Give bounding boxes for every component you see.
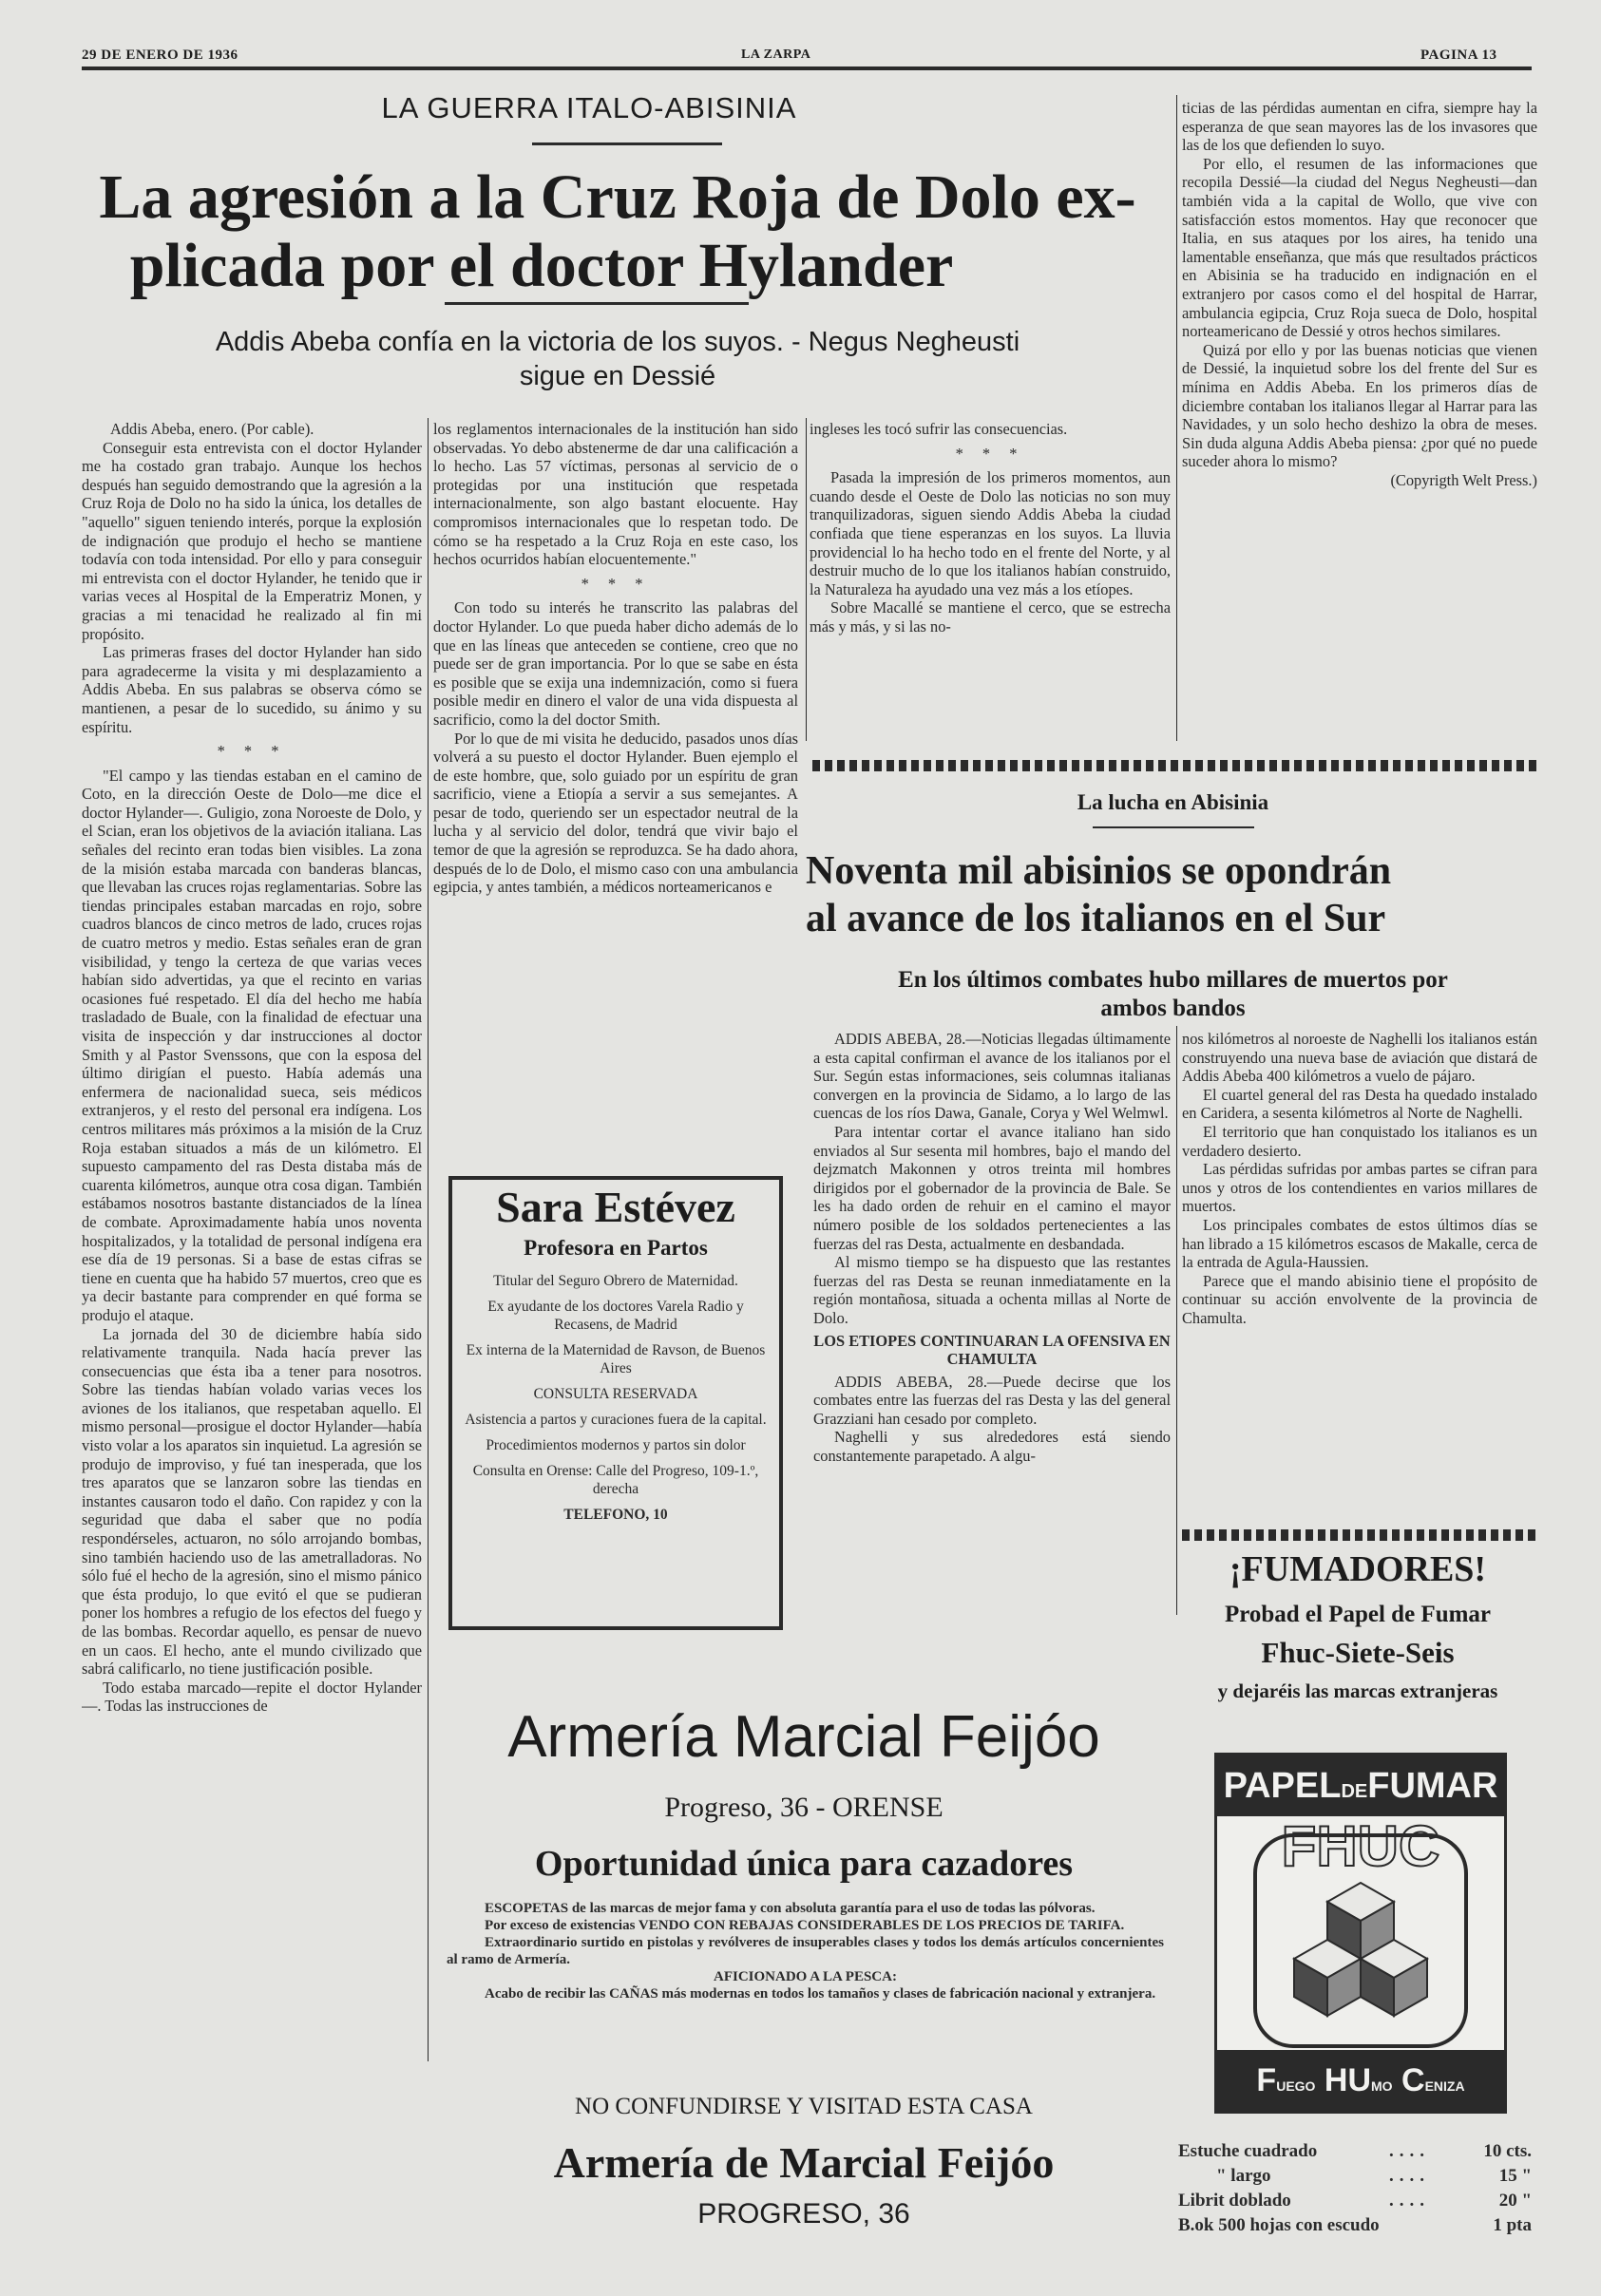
ad-line: Consulta en Orense: Calle del Progreso, 109-1.º, derecha xyxy=(472,1463,759,1497)
ad-sara-name: Sara Estévez xyxy=(496,1183,735,1231)
paragraph: ADDIS ABEBA, 28.—Puede decirse que los combates entre las fuerzas del ras Desta y las del general Grazziani han cesado por completo. xyxy=(813,1372,1171,1428)
paragraph: La jornada del 30 de diciembre había sido relativamente tranquila. Nada hacía prever las consecuencias que ésta iba a tener para nosotros. Sobre las tiendas habían volado varias veces los aviones de los italianos, que respetaban aquello. El mismo personal—prosigue el doctor Hylander—había visto volar a los aparatos sin inquietud. La agresión se produjo de improviso, y fué tan inesperada, que los tres aparatos que se lanzaron sobre las tiendas en instantes causaron todo el daño. Con rapidez y con la seguridad que daba el saber que no podía respondérseles, actuaron, no sólo arrojando bombas, sino también haciendo uso de las ametralladoras. No sólo fué el hecho de la agresión, sino el mismo pánico que ésta produjo, lo que evitó el que se pudieran poner los hombres a refugio de los efectos del fuego y de las bombas. Recordar aquello, es pensar de nuevo en un caos. El hecho, ante el mundo civilizado que sabrá calificarlo, no tiene justificación posible. xyxy=(82,1324,422,1679)
ad-line: Titular del Seguro Obrero de Maternidad. xyxy=(493,1273,738,1289)
second-kicker-rule xyxy=(1093,826,1254,828)
paragraph: Sobre Macallé se mantiene el cerco, que se estrecha más y más, y si las no- xyxy=(810,598,1171,636)
ad-line: Ex ayudante de los doctores Varela Radio y Recasens, de Madrid xyxy=(487,1299,744,1333)
separator-stars: * * * xyxy=(955,444,1025,463)
header-date: 29 DE ENERO DE 1936 xyxy=(82,47,238,63)
ad-fumadores-title: ¡FUMADORES! xyxy=(1229,1549,1487,1589)
header-page: PAGINA 13 xyxy=(1420,47,1497,63)
paragraph: Las pérdidas sufridas por ambas partes se cifran para unos y otros de los contendientes en varios millares de muertos. xyxy=(1182,1160,1537,1216)
ad-line: CONSULTA RESERVADA xyxy=(533,1386,698,1402)
ad-armeria-address: Progreso, 36 - ORENSE xyxy=(664,1792,943,1823)
second-column-b xyxy=(1182,1030,1537,1524)
separator-stars: * * * xyxy=(217,742,287,761)
logo-band-top: PAPELDEFUMAR xyxy=(1217,1755,1504,1816)
ad-sara-estevez xyxy=(448,1176,783,1630)
ad-line: Por exceso de existencias VENDO CON REBAJAS CONSIDERABLES DE LOS PRECIOS DE TARIFA. xyxy=(485,1918,1125,1933)
ad-line: AFICIONADO A LA PESCA: xyxy=(714,1969,897,1984)
copyright-credit: (Copyrigth Welt Press.) xyxy=(1390,470,1537,489)
price-value: 20 " xyxy=(1498,2191,1532,2211)
second-headline-1: Noventa mil abisinios se opondrán xyxy=(806,849,1392,893)
ad-line: Procedimientos modernos y partos sin dolor xyxy=(486,1437,746,1453)
price-row xyxy=(1178,2166,1532,2191)
paragraph: Pasada la impresión de los primeros momentos, aun cuando desde el Oeste de Dolo las noticias no son muy tranquilizadoras, siguen siendo Addis Abeba la ciudad confiada que tiene esperanzas en los suyos. La lluvia providencial lo ha hecho todo en el frente del Norte, y al destruir mucho de lo que los italianos habían construido, la Naturaleza ha ayudado una vez más a los etíopes. xyxy=(810,468,1171,598)
paragraph: ticias de las pérdidas aumentan en cifra, siempre hay la esperanza de que sean mayores las de los invasores que las de los que defienden lo suyo. xyxy=(1182,99,1537,155)
paragraph: El territorio que han conquistado los italianos es un verdadero desierto. xyxy=(1182,1122,1537,1160)
paragraph: Todo estaba marcado—repite el doctor Hylander—. Todas las instrucciones de xyxy=(82,1678,422,1716)
main-column-4 xyxy=(1182,99,1537,745)
main-subhead-2: sigue en Dessié xyxy=(519,361,716,391)
ad-line: Asistencia a partos y curaciones fuera de la capital. xyxy=(465,1412,767,1428)
subheading: LOS ETIOPES CONTINUARAN LA OFENSIVA EN CHAMULTA xyxy=(813,1331,1171,1369)
dateline: Addis Abeba, enero. (Por cable). xyxy=(110,420,314,438)
paragraph: Por ello, el resumen de las informaciones que recopila Dessié—la ciudad del Negus Negheusti—dan también vida a la capital de Wollo, que vive con satisfacción estos momentos. Hay que reconocer que Italia, en sus ataques por los aires, ha tenido una lamentable enseñanza, que más que resultados prácticos en Abisinia se ha traducido en indignación en el extranjero por casos como el del hospital de Harrar, ambulancia egipcia, Cruz Roja sueca de Dolo, hospital norteamericano de Dessié y otros hechos similares. xyxy=(1182,154,1537,341)
headline-rule xyxy=(445,302,749,305)
price-label: Estuche cuadrado xyxy=(1178,2141,1318,2161)
main-column-3 xyxy=(810,420,1171,733)
ad-armeria-name: Armería Marcial Feijóo xyxy=(507,1704,1100,1770)
price-dots: .... xyxy=(1389,2141,1430,2161)
paragraph: Conseguir esta entrevista con el doctor Hylander me ha costado gran trabajo. Aunque los hechos después han seguido demostrando que la agresión a la Cruz Roja de Dolo no ha sido la única, los detalles de "aquello" siguen teniendo interés, porque la explosión de indignación que produjo el hecho se mantiene todavía con toda intensidad. Por ello y para conseguir mi entrevista con el doctor Hylander, he tenido que ir varias veces al Hospital de la Emperatriz Monen, y gracias a mi tenacidad he realizado al fin mi propósito. xyxy=(82,438,422,643)
main-kicker: LA GUERRA ITALO-ABISINIA xyxy=(381,91,797,124)
main-subhead-1: Addis Abeba confía en la victoria de los suyos. - Negus Negheusti xyxy=(215,327,1020,357)
paragraph: Al mismo tiempo se ha dispuesto que las restantes fuerzas del ras Desta se reunan inmediatamente en la región montañosa, situada a ochenta millas al Norte de Dolo. xyxy=(813,1253,1171,1327)
paragraph: "El campo y las tiendas estaban en el camino de Coto, en la dirección Oeste de Dolo—me dice el doctor Hylander—. Guligio, zona Noroeste de Dolo, y el Scian, eran los objetivos de la aviación italiana. Las señales del recinto eran todas bien visibles. La zona de la misión estaba marcada con banderas blancas, que llevaban las cruces rojas reglamentarias. Sobre las tiendas principales estaban marcadas en rojo, sobre cuadros blancos de cinco metros de lado, cruces rojas de cuatro metros y medio. Estas señales eran de gran visibilidad, y tengo la certeza de que varias veces habían sido advertidas, ya que el recinto en varias ocasiones fué respetado. El día del hecho me había trasladado de Buale, con la finalidad de efectuar una visita de inspección y dar instrucciones al doctor Smith y al Pastor Svenssons, que con la esposa del último dirigían el puesto. Había además una enfermera de nacionalidad sueca, seis médicos extranjeros, y el resto del personal era indígena. Los centros militares más próximos a la misión de la Cruz Roja estaban situados a más de un kilómetro. El supuesto campamento del ras Desta distaba más de cuarenta kilómetros, aunque otra cosa digan. También estábamos nosotros bastante distanciados de la línea de combate. Aproximadamente había unos noventa hospitalizados, y la totalidad de personal indígena era ese día de 19 personas. Si a base de estas cifras se tiene en cuenta que ha habido 57 muertos, creo que es ya decir bastante para comprender en qué forma se produjo el ataque. xyxy=(82,766,422,1324)
bottom-divider xyxy=(1182,1529,1537,1541)
price-row xyxy=(1178,2215,1532,2240)
col-rule-4 xyxy=(1176,1026,1177,1615)
price-label: B.ok 500 hojas con escudo xyxy=(1178,2215,1380,2235)
price-row xyxy=(1178,2191,1532,2215)
col-rule-1 xyxy=(428,418,429,2061)
paragraph: Con todo su interés he transcrito las palabras del doctor Hylander. Lo que pueda haber dicho además de lo que en las líneas que anteceden se contiene, creo que no puede ser de gran importancia. Por lo que se sabe en ésta es posible que se exija una indemnización, como si fuera posible medir en dinero el valor de una vida dispuesta al sacrificio, como la del doctor Smith. xyxy=(433,598,798,729)
paragraph: Parece que el mando abisinio tiene el propósito de continuar su acción envolvente de la provincia de Chamulta. xyxy=(1182,1271,1537,1327)
paragraph: Para intentar cortar el avance italiano han sido enviados al Sur sesenta mil hombres, bajo el mando del dejzmatch Makonnen y otros treinta mil hombres dirigidos por el gobernador de la provincia de Bale. Se les ha dado orden de rehuir en el camino el mayor número posible de los soldados pertenecientes a las fuerzas del ras Desta, actualmente en desbandada. xyxy=(813,1122,1171,1253)
main-column-1 xyxy=(82,420,422,2239)
separator-stars: * * * xyxy=(581,574,651,593)
ad-sara-title: Profesora en Partos xyxy=(524,1236,708,1260)
svg-text:FHUC: FHUC xyxy=(1281,1816,1440,1878)
price-label: Librit doblado xyxy=(1178,2191,1291,2211)
paragraph: ADDIS ABEBA, 28.—Noticias llegadas últimamente a esta capital confirman el avance de los italianos por el Sur. Según estas informaciones, seis columnas italianas convergen en la provincia de Sidamo, a lo largo de las cuencas de los ríos Dawa, Ganale, Corya y Wel Welmwl. xyxy=(813,1030,1171,1123)
header-paper: LA ZARPA xyxy=(741,47,811,62)
paragraph: Los principales combates de estos últimos días se han librado a 15 kilómetros escasos de Makalle, cerca de la entrada de Agula-Haussien. xyxy=(1182,1215,1537,1272)
paragraph: los reglamentos internacionales de la institución han sido observadas. Yo debo abstenerme de dar una calificación a lo hecho. Las 57 víctimas, personas al servicio de o protegidas por una institución que respetada internacionalmente, son algo bastant elocuente. Hay compromisos internacionales que lo respetan todo. De cómo se ha respetado a la Cruz Roja en este caso, los hechos ocurridos habían elocuentemente." xyxy=(433,420,798,569)
cigarette-paper-logo xyxy=(1214,1753,1507,2114)
price-value: 15 " xyxy=(1498,2166,1532,2186)
second-subhead-1: En los últimos combates hubo millares de muertos por xyxy=(898,967,1448,993)
ad-sara-lines xyxy=(462,1272,770,1524)
price-value: 10 cts. xyxy=(1483,2141,1532,2161)
cube-pattern-icon xyxy=(1217,1816,1504,2054)
section-divider xyxy=(812,760,1539,771)
main-headline-1: La agresión a la Cruz Roja de Dolo ex- xyxy=(99,162,1136,232)
logo-band-bottom: FUEGO HUMO CENIZA xyxy=(1217,2050,1504,2111)
paragraph: nos kilómetros al noroeste de Naghelli los italianos están construyendo una nueva base de aviación que distará de Addis Abeba 400 kilómetros a vuelo de pájaro. xyxy=(1182,1030,1537,1086)
paragraph: Quizá por ello y por las buenas noticias que vienen de Dessié, la inquietud sobre los del frente del Sur es mínima en Addis Abeba. En los primeros días de diciembre contaban los italianos llegar al Harrar para las Navidades, y un solo hecho deshizo la obra de meses. Sin duda alguna Addis Abeba piensa: ¿por qué no puede suceder ahora lo mismo? xyxy=(1182,340,1537,471)
ad-armeria-address2: PROGRESO, 36 xyxy=(697,2198,910,2230)
paragraph: El cuartel general del ras Desta ha quedado instalado en Caridera, a sesenta kilómetros al Norte de Naghelli. xyxy=(1182,1085,1537,1123)
ad-armeria-notice: NO CONFUNDIRSE Y VISITAD ESTA CASA xyxy=(575,2094,1033,2119)
ad-armeria-name2: Armería de Marcial Feijóo xyxy=(553,2138,1055,2187)
main-headline-2: plicada por el doctor Hylander xyxy=(129,231,954,300)
ad-armeria-tagline: Oportunidad única para cazadores xyxy=(534,1844,1074,1884)
paragraph: Las primeras frases del doctor Hylander han sido para agradecerme la visita y mi desplazamiento a Addis Abeba. En sus palabras se observa cómo se mantienen, a pesar de lo sucedido, su ánimo y su espíritu. xyxy=(82,643,422,736)
ad-line: Extraordinario surtido en pistolas y revólveres de insuperables clases y todos los demás artículos concernientes al ramo de Armería. xyxy=(447,1935,1164,1967)
ad-fumadores-line1: Probad el Papel de Fumar xyxy=(1224,1602,1492,1627)
header-rule xyxy=(82,66,1532,70)
price-list xyxy=(1178,2141,1532,2240)
col-rule-3 xyxy=(1176,95,1177,741)
kicker-rule xyxy=(532,142,722,145)
second-headline-2: al avance de los italianos en el Sur xyxy=(806,897,1386,940)
paragraph: ingleses les tocó sufrir las consecuencias. xyxy=(810,420,1068,438)
price-dots: .... xyxy=(1389,2191,1430,2211)
ad-fumadores-brand: Fhuc-Siete-Seis xyxy=(1261,1636,1455,1669)
ad-line: Ex interna de la Maternidad de Ravson, de Buenos Aires xyxy=(466,1342,766,1376)
second-kicker: La lucha en Abisinia xyxy=(1077,790,1269,814)
ad-fumadores-line2: y dejaréis las marcas extranjeras xyxy=(1217,1679,1498,1702)
ad-line: Acabo de recibir las CAÑAS más modernas en todos los tamaños y clases de fabricación nacional y extranjera. xyxy=(485,1986,1156,2002)
second-column-a xyxy=(813,1030,1171,1657)
ad-phone: TELEFONO, 10 xyxy=(563,1507,668,1523)
paragraph: Naghelli y sus alrededores está siendo constantemente parapetado. A algu- xyxy=(813,1428,1171,1466)
ad-armeria-body xyxy=(447,1900,1164,2002)
price-dots: .... xyxy=(1389,2166,1430,2186)
second-subhead-2: ambos bandos xyxy=(1100,996,1246,1021)
price-row xyxy=(1178,2141,1532,2166)
main-column-2 xyxy=(433,420,798,1208)
price-value: 1 pta xyxy=(1493,2215,1532,2235)
price-label: " largo xyxy=(1216,2166,1271,2186)
col-rule-2 xyxy=(806,418,807,741)
paragraph: Por lo que de mi visita he deducido, pasados unos días volverá a su puesto el doctor Hylander. Buen ejemplo el de este hombre, que, solo guiado por un espíritu de gran sacrificio, viene a Etiopía a servir a sus semejantes. A pesar de todo, queriendo ser un espectador neutral de la lucha y al servicio del dolor, tendrá que vivir bajo el temor de que la agresión se reproduzca. Se ha dado ahora, después de lo de Dolo, el mismo caso con una ambulancia egipcia, y antes también, a médicos norteamericanos e xyxy=(433,729,798,897)
ad-line: ESCOPETAS de las marcas de mejor fama y con absoluta garantía para el uso de todas las pólvoras. xyxy=(485,1901,1096,1916)
